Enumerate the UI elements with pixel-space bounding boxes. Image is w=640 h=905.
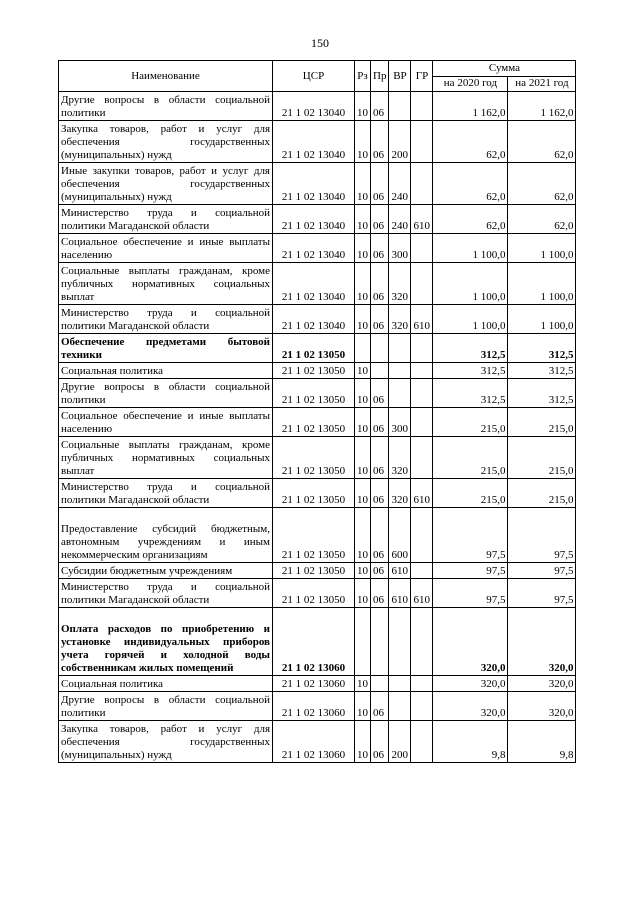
cell-pr: 06 xyxy=(371,508,389,563)
cell-vr xyxy=(389,363,411,379)
cell-vr xyxy=(389,608,411,676)
cell-csr: 21 1 02 13040 xyxy=(273,205,355,234)
header-csr: ЦСР xyxy=(273,61,355,92)
cell-gr xyxy=(411,263,433,305)
cell-gr xyxy=(411,234,433,263)
cell-sum-2021: 312,5 xyxy=(508,363,576,379)
cell-pr: 06 xyxy=(371,579,389,608)
cell-name: Социальное обеспечение и иные выплаты населению xyxy=(59,234,273,263)
table-row xyxy=(59,608,576,676)
cell-rz: 10 xyxy=(355,363,371,379)
cell-name: Другие вопросы в области социальной политики xyxy=(59,92,273,121)
cell-csr: 21 1 02 13040 xyxy=(273,121,355,163)
cell-vr: 320 xyxy=(389,263,411,305)
cell-vr xyxy=(389,379,411,408)
cell-rz: 10 xyxy=(355,121,371,163)
cell-sum-2021: 312,5 xyxy=(508,379,576,408)
header-name: Наименование xyxy=(59,61,273,92)
cell-rz: 10 xyxy=(355,721,371,763)
cell-gr: 610 xyxy=(411,579,433,608)
cell-csr: 21 1 02 13050 xyxy=(273,408,355,437)
cell-name: Социальная политика xyxy=(59,363,273,379)
cell-sum-2020: 9,8 xyxy=(433,721,508,763)
cell-sum-2020: 320,0 xyxy=(433,692,508,721)
cell-vr xyxy=(389,692,411,721)
cell-vr: 610 xyxy=(389,579,411,608)
table-row xyxy=(59,379,576,408)
cell-name: Обеспечение предметами бытовой техники xyxy=(59,334,273,363)
cell-gr: 610 xyxy=(411,305,433,334)
cell-vr xyxy=(389,334,411,363)
cell-name: Оплата расходов по приобретению и установке индивидуальных приборов учета горячей и холодной воды собственникам жилых помещений xyxy=(59,608,273,676)
cell-name: Министерство труда и социальной политики Магаданской области xyxy=(59,479,273,508)
table-row xyxy=(59,121,576,163)
cell-name: Закупка товаров, работ и услуг для обеспечения государственных (муниципальных) нужд xyxy=(59,121,273,163)
cell-pr: 06 xyxy=(371,479,389,508)
cell-pr: 06 xyxy=(371,692,389,721)
cell-pr xyxy=(371,608,389,676)
cell-sum-2021: 312,5 xyxy=(508,334,576,363)
cell-sum-2021: 62,0 xyxy=(508,163,576,205)
cell-sum-2020: 312,5 xyxy=(433,379,508,408)
cell-gr xyxy=(411,408,433,437)
cell-pr: 06 xyxy=(371,163,389,205)
cell-name: Иные закупки товаров, работ и услуг для обеспечения государственных (муниципальных) нужд xyxy=(59,163,273,205)
cell-sum-2020: 1 100,0 xyxy=(433,263,508,305)
cell-sum-2021: 1 100,0 xyxy=(508,263,576,305)
cell-vr: 300 xyxy=(389,408,411,437)
cell-sum-2020: 62,0 xyxy=(433,163,508,205)
cell-pr: 06 xyxy=(371,379,389,408)
cell-sum-2020: 1 100,0 xyxy=(433,234,508,263)
cell-vr: 240 xyxy=(389,205,411,234)
cell-rz: 10 xyxy=(355,408,371,437)
table-row xyxy=(59,692,576,721)
cell-rz: 10 xyxy=(355,563,371,579)
cell-gr xyxy=(411,676,433,692)
cell-sum-2020: 97,5 xyxy=(433,508,508,563)
cell-name: Социальная политика xyxy=(59,676,273,692)
cell-csr: 21 1 02 13050 xyxy=(273,379,355,408)
table-row xyxy=(59,305,576,334)
cell-vr: 610 xyxy=(389,563,411,579)
cell-csr: 21 1 02 13050 xyxy=(273,479,355,508)
table-row xyxy=(59,676,576,692)
cell-csr: 21 1 02 13050 xyxy=(273,363,355,379)
cell-name: Предоставление субсидий бюджетным, автономным учреждениям и иным некоммерческим организациям xyxy=(59,508,273,563)
cell-rz: 10 xyxy=(355,234,371,263)
cell-gr xyxy=(411,608,433,676)
cell-pr: 06 xyxy=(371,92,389,121)
header-year-2020: на 2020 год xyxy=(433,76,508,92)
cell-gr xyxy=(411,163,433,205)
table-row xyxy=(59,437,576,479)
cell-rz: 10 xyxy=(355,692,371,721)
cell-gr xyxy=(411,363,433,379)
cell-gr xyxy=(411,563,433,579)
cell-csr: 21 1 02 13050 xyxy=(273,579,355,608)
cell-rz: 10 xyxy=(355,379,371,408)
header-year-2021: на 2021 год xyxy=(508,76,576,92)
cell-vr: 320 xyxy=(389,479,411,508)
cell-rz: 10 xyxy=(355,676,371,692)
cell-name: Министерство труда и социальной политики Магаданской области xyxy=(59,579,273,608)
cell-vr: 240 xyxy=(389,163,411,205)
cell-sum-2020: 1 162,0 xyxy=(433,92,508,121)
cell-csr: 21 1 02 13040 xyxy=(273,163,355,205)
cell-sum-2020: 215,0 xyxy=(433,408,508,437)
table-row xyxy=(59,479,576,508)
table-row xyxy=(59,263,576,305)
cell-rz: 10 xyxy=(355,263,371,305)
cell-csr: 21 1 02 13060 xyxy=(273,676,355,692)
table-row xyxy=(59,205,576,234)
cell-csr: 21 1 02 13040 xyxy=(273,263,355,305)
cell-sum-2020: 97,5 xyxy=(433,579,508,608)
cell-name: Министерство труда и социальной политики Магаданской области xyxy=(59,305,273,334)
cell-sum-2021: 62,0 xyxy=(508,205,576,234)
cell-vr xyxy=(389,92,411,121)
cell-sum-2020: 320,0 xyxy=(433,608,508,676)
cell-vr: 600 xyxy=(389,508,411,563)
cell-csr: 21 1 02 13040 xyxy=(273,234,355,263)
cell-csr: 21 1 02 13050 xyxy=(273,437,355,479)
cell-csr: 21 1 02 13050 xyxy=(273,334,355,363)
table-row xyxy=(59,508,576,563)
table-row xyxy=(59,234,576,263)
cell-name: Социальные выплаты гражданам, кроме публичных нормативных социальных выплат xyxy=(59,437,273,479)
cell-sum-2021: 215,0 xyxy=(508,479,576,508)
cell-vr: 320 xyxy=(389,305,411,334)
cell-sum-2021: 215,0 xyxy=(508,437,576,479)
cell-sum-2020: 215,0 xyxy=(433,479,508,508)
cell-sum-2021: 320,0 xyxy=(508,692,576,721)
header-gr: ГР xyxy=(411,61,433,92)
cell-sum-2020: 97,5 xyxy=(433,563,508,579)
cell-vr: 320 xyxy=(389,437,411,479)
cell-pr: 06 xyxy=(371,408,389,437)
cell-gr xyxy=(411,121,433,163)
cell-csr: 21 1 02 13040 xyxy=(273,92,355,121)
cell-gr xyxy=(411,437,433,479)
cell-name: Закупка товаров, работ и услуг для обеспечения государственных (муниципальных) нужд xyxy=(59,721,273,763)
cell-pr xyxy=(371,334,389,363)
cell-csr: 21 1 02 13040 xyxy=(273,305,355,334)
cell-pr: 06 xyxy=(371,721,389,763)
cell-sum-2020: 312,5 xyxy=(433,334,508,363)
cell-rz: 10 xyxy=(355,92,371,121)
header-vr: ВР xyxy=(389,61,411,92)
cell-gr xyxy=(411,508,433,563)
cell-rz: 10 xyxy=(355,579,371,608)
cell-name: Другие вопросы в области социальной политики xyxy=(59,379,273,408)
cell-sum-2021: 62,0 xyxy=(508,121,576,163)
cell-pr: 06 xyxy=(371,263,389,305)
cell-vr: 300 xyxy=(389,234,411,263)
cell-gr xyxy=(411,379,433,408)
cell-csr: 21 1 02 13060 xyxy=(273,608,355,676)
cell-pr: 06 xyxy=(371,121,389,163)
cell-gr: 610 xyxy=(411,205,433,234)
table-row xyxy=(59,579,576,608)
header-pr: Пр xyxy=(371,61,389,92)
cell-csr: 21 1 02 13050 xyxy=(273,563,355,579)
header-rz: Рз xyxy=(355,61,371,92)
cell-pr xyxy=(371,676,389,692)
cell-gr xyxy=(411,721,433,763)
table-row xyxy=(59,92,576,121)
cell-rz xyxy=(355,334,371,363)
table-row xyxy=(59,334,576,363)
cell-sum-2021: 97,5 xyxy=(508,579,576,608)
cell-gr xyxy=(411,334,433,363)
cell-sum-2020: 62,0 xyxy=(433,121,508,163)
cell-sum-2021: 320,0 xyxy=(508,676,576,692)
cell-rz: 10 xyxy=(355,508,371,563)
cell-sum-2021: 320,0 xyxy=(508,608,576,676)
cell-name: Министерство труда и социальной политики Магаданской области xyxy=(59,205,273,234)
cell-name: Социальные выплаты гражданам, кроме публичных нормативных социальных выплат xyxy=(59,263,273,305)
table-row xyxy=(59,363,576,379)
cell-sum-2020: 62,0 xyxy=(433,205,508,234)
cell-rz: 10 xyxy=(355,437,371,479)
cell-gr xyxy=(411,92,433,121)
cell-rz xyxy=(355,608,371,676)
cell-rz: 10 xyxy=(355,305,371,334)
cell-sum-2021: 9,8 xyxy=(508,721,576,763)
cell-sum-2021: 97,5 xyxy=(508,563,576,579)
cell-name: Субсидии бюджетным учреждениям xyxy=(59,563,273,579)
cell-sum-2021: 97,5 xyxy=(508,508,576,563)
cell-pr: 06 xyxy=(371,305,389,334)
cell-csr: 21 1 02 13060 xyxy=(273,721,355,763)
cell-sum-2020: 215,0 xyxy=(433,437,508,479)
page-number: 150 xyxy=(311,36,329,50)
cell-sum-2020: 312,5 xyxy=(433,363,508,379)
cell-rz: 10 xyxy=(355,205,371,234)
cell-vr xyxy=(389,676,411,692)
table-row xyxy=(59,408,576,437)
cell-pr: 06 xyxy=(371,205,389,234)
cell-name: Другие вопросы в области социальной политики xyxy=(59,692,273,721)
cell-rz: 10 xyxy=(355,163,371,205)
cell-sum-2020: 1 100,0 xyxy=(433,305,508,334)
cell-pr: 06 xyxy=(371,234,389,263)
cell-name: Социальное обеспечение и иные выплаты населению xyxy=(59,408,273,437)
table-row xyxy=(59,163,576,205)
table-body xyxy=(59,92,576,763)
cell-sum-2021: 1 100,0 xyxy=(508,234,576,263)
table-row xyxy=(59,563,576,579)
cell-pr: 06 xyxy=(371,437,389,479)
cell-pr: 06 xyxy=(371,563,389,579)
cell-gr xyxy=(411,692,433,721)
cell-sum-2020: 320,0 xyxy=(433,676,508,692)
cell-sum-2021: 1 100,0 xyxy=(508,305,576,334)
cell-rz: 10 xyxy=(355,479,371,508)
cell-sum-2021: 1 162,0 xyxy=(508,92,576,121)
cell-vr: 200 xyxy=(389,721,411,763)
cell-pr xyxy=(371,363,389,379)
cell-csr: 21 1 02 13060 xyxy=(273,692,355,721)
table-row xyxy=(59,721,576,763)
cell-csr: 21 1 02 13050 xyxy=(273,508,355,563)
header-sum: Сумма xyxy=(433,61,576,77)
budget-table xyxy=(58,60,576,763)
cell-sum-2021: 215,0 xyxy=(508,408,576,437)
cell-vr: 200 xyxy=(389,121,411,163)
cell-gr: 610 xyxy=(411,479,433,508)
